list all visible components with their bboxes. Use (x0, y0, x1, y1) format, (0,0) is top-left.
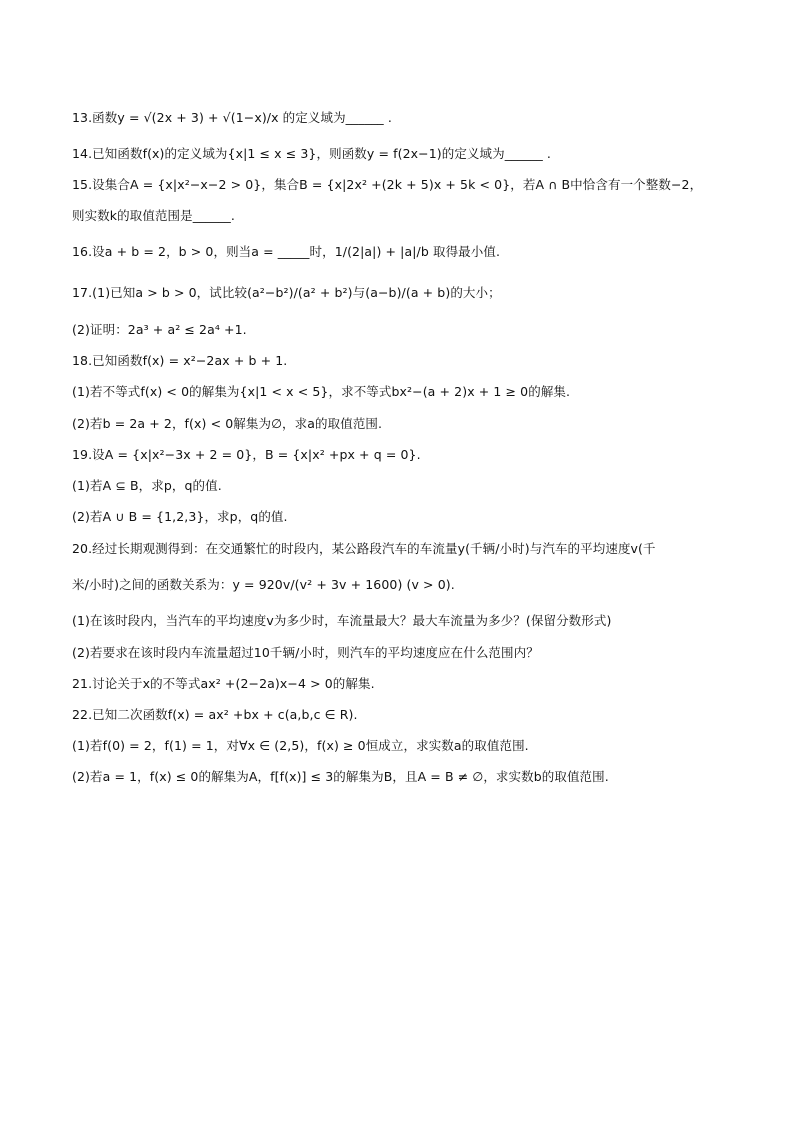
problem-22-part-1: (1)若f(0) = 2，f(1) = 1，对∀x ∈ (2,5)，f(x) ≥ 0恒成立，求实数a的取值范围. (72, 738, 529, 753)
problem-19: 19.设A = {x|x²−3x + 2 = 0}，B = {x|x² +px + q = 0}. (72, 447, 421, 462)
problem-17-part-1: 17.(1)已知a > b > 0，试比较(a²−b²)/(a² + b²)与(a−b)/(a + b)的大小； (72, 285, 501, 300)
problem-18-part-1: (1)若不等式f(x) < 0的解集为{x|1 < x < 5}，求不等式bx²−(a + 2)x + 1 ≥ 0的解集. (72, 384, 571, 399)
problem-20-part-1: (1)在该时段内，当汽车的平均速度v为多少时，车流量最大？最大车流量为多少？(保留分数形式) (72, 613, 612, 628)
problem-19-part-1: (1)若A ⊆ B，求p，q的值. (72, 478, 222, 493)
problem-22: 22.已知二次函数f(x) = ax² +bx + c(a,b,c ∈ R). (72, 707, 358, 722)
problem-15-cont: 则实数k的取值范围是______. (72, 208, 235, 223)
problem-20-cont: 米/小时)之间的函数关系为：y = 920v/(v² + 3v + 1600) (v > 0). (72, 577, 455, 592)
problem-22-part-2: (2)若a = 1，f(x) ≤ 0的解集为A，f[f(x)] ≤ 3的解集为B，且A = B ≠ ∅，求实数b的取值范围. (72, 769, 609, 784)
problem-18-part-2: (2)若b = 2a + 2，f(x) < 0解集为∅，求a的取值范围. (72, 416, 383, 431)
problem-20-part-2: (2)若要求在该时段内车流量超过10千辆/小时，则汽车的平均速度应在什么范围内？ (72, 645, 539, 660)
problem-21: 21.讨论关于x的不等式ax² +(2−2a)x−4 > 0的解集. (72, 676, 375, 691)
problem-14: 14.已知函数f(x)的定义域为{x|1 ≤ x ≤ 3}，则函数y = f(2x−1)的定义域为______ . (72, 146, 551, 161)
problem-17-part-2: (2)证明：2a³ + a² ≤ 2a⁴ +1. (72, 322, 247, 337)
problem-18: 18.已知函数f(x) = x²−2ax + b + 1. (72, 353, 288, 368)
problem-20: 20.经过长期观测得到：在交通繁忙的时段内，某公路段汽车的车流量y(千辆/小时)与汽车的平均速度v(千 (72, 541, 656, 556)
problem-19-part-2: (2)若A ∪ B = {1,2,3}，求p，q的值. (72, 509, 288, 524)
problem-15: 15.设集合A = {x|x²−x−2 > 0}，集合B = {x|2x² +(2k + 5)x + 5k < 0}，若A ∩ B中恰含有一个整数−2， (72, 177, 703, 192)
problem-16: 16.设a + b = 2，b > 0，则当a = _____时，1/(2|a|) + |a|/b 取得最小值. (72, 244, 501, 259)
problem-13: 13.函数y = √(2x + 3) + √(1−x)/x 的定义域为______ . (72, 110, 392, 125)
